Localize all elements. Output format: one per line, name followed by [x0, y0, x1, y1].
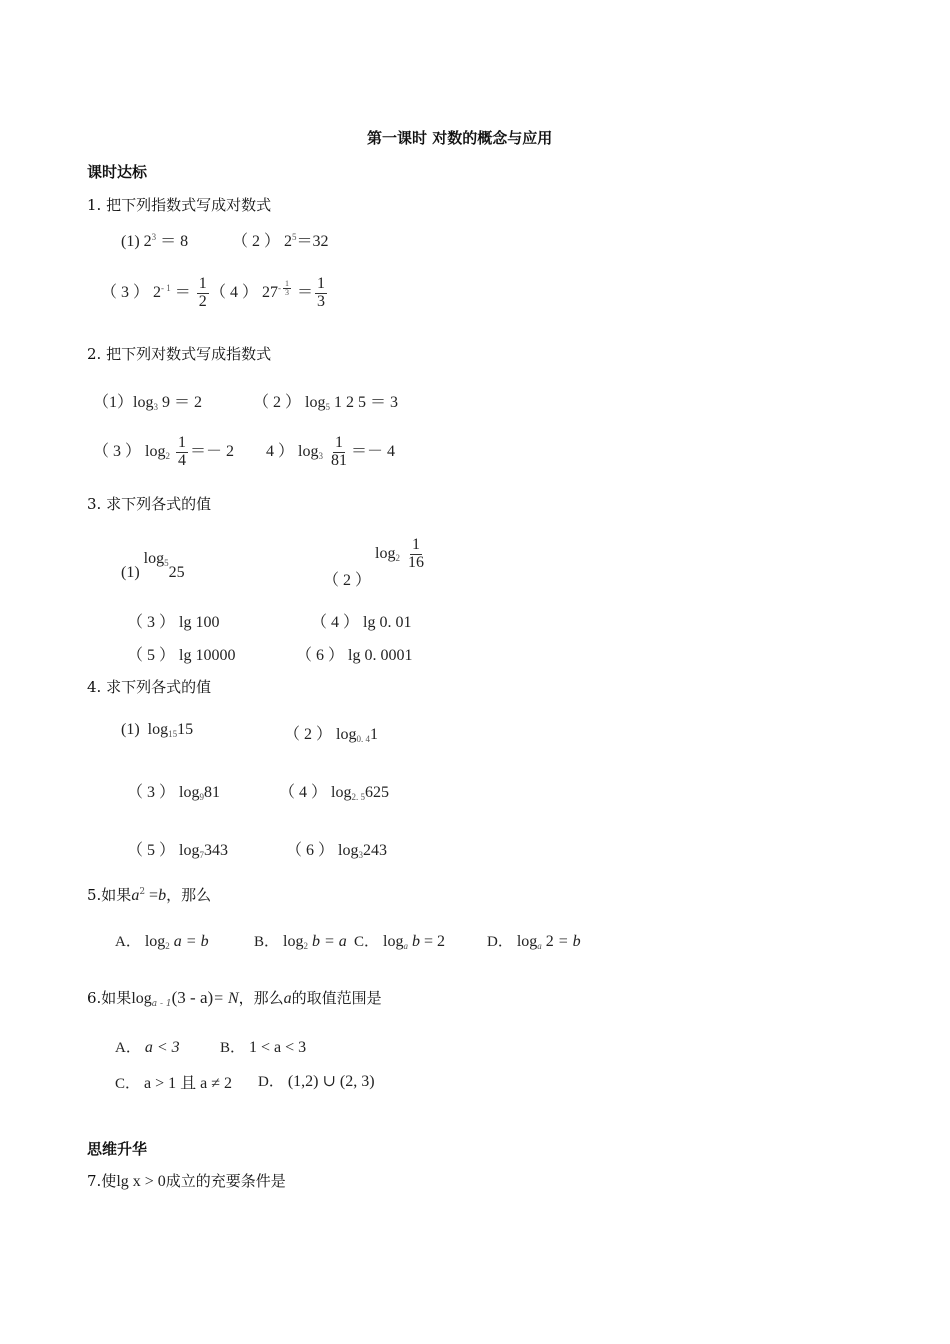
q6-option-c[interactable]: C． a > 1 且 a ≠ 2: [115, 1075, 233, 1092]
q3-item-4: （ 4 ） lg 0. 01: [311, 614, 412, 631]
q4-item-1: (1) $\log_{15}15$: [121, 721, 194, 739]
q1-item-4: （ 4 ） $27^{- \frac{1}{3}}$ ＝ $\frac{1}{3}$: [210, 275, 326, 310]
q6-option-d[interactable]: D． (1,2) ∪ (2, 3): [258, 1073, 375, 1090]
q4-item-2: （ 2 ） $\log_{0. 4}1$: [284, 726, 378, 744]
fraction: $\frac{1}{2}$: [198, 275, 207, 310]
question-7-stem: 7.使lg x > 0成立的充要条件是: [87, 1172, 286, 1190]
question-1-stem: 1. 把下列指数式写成对数式: [87, 196, 272, 214]
q3-item-5: （ 5 ） lg 10000: [127, 647, 236, 664]
q2-item-3: （ 3 ） $\log_2$ $\frac{1}{4}$ ＝－ 2: [93, 434, 234, 469]
q4-item-4: （ 4 ） $\log_{2. 5}625$: [279, 784, 389, 802]
q5-option-c[interactable]: C． $\log_a b = 2$: [354, 933, 445, 951]
question-6-stem: 6.如果$\log_{a - 1}(3 - a)= N$，那么a的取值范围是: [87, 988, 382, 1009]
q2-item-1: $(1)\log_3$ 9 ＝ 2: [93, 394, 202, 412]
q3-item-2: （ 2 ） $\log_2$ $\frac{1}{16}$: [323, 536, 424, 589]
question-2-stem: 2. 把下列对数式写成指数式: [87, 345, 272, 363]
q3-item-1: (1) $\log_525$: [121, 550, 185, 581]
question-5-stem: 5.如果$a^2 =b$，那么: [87, 886, 212, 904]
question-4-stem: 4. 求下列各式的值: [87, 678, 212, 696]
q1-item-1: (1) $2^3 = 8$: [121, 232, 189, 250]
q3-item-6: （ 6 ） lg 0. 0001: [296, 647, 413, 664]
q6-option-a[interactable]: A． a < 3: [115, 1039, 180, 1056]
q1-item-3: （ 3 ） $2^{- 1}$ ＝ $\frac{1}{2}$: [101, 275, 207, 310]
page-title: 第一课时 对数的概念与应用: [367, 129, 553, 147]
section-heading-extension: 思维升华: [87, 1140, 148, 1158]
q4-item-5: （ 5 ） $\log_7343$: [127, 842, 228, 860]
q2-item-4: 4 ） $\log_3$ $\frac{1}{81}$ ＝－ 4: [266, 434, 395, 469]
section-heading-practice: 课时达标: [87, 163, 148, 181]
q5-option-d[interactable]: D． $\log_a 2 = b$: [487, 933, 581, 951]
q3-item-3: （ 3 ） lg 100: [127, 614, 220, 631]
q5-option-b[interactable]: B． $\log_2 b = a$: [254, 933, 347, 951]
q2-item-2: （ 2 ） $\log_5 1$ 2 5 ＝ 3: [253, 394, 398, 412]
q1-item-2: （ 2 ） $2^5=32$: [232, 232, 329, 250]
q4-item-3: （ 3 ） $\log_981$: [127, 784, 220, 802]
q5-option-a[interactable]: A． $\log_2 a = b$: [115, 933, 209, 951]
q6-option-b[interactable]: B． 1 < a < 3: [220, 1039, 307, 1056]
question-3-stem: 3. 求下列各式的值: [87, 495, 212, 513]
fraction: $\frac{1}{3}$: [317, 275, 326, 310]
q4-item-6: （ 6 ） $\log_3243$: [286, 842, 387, 860]
